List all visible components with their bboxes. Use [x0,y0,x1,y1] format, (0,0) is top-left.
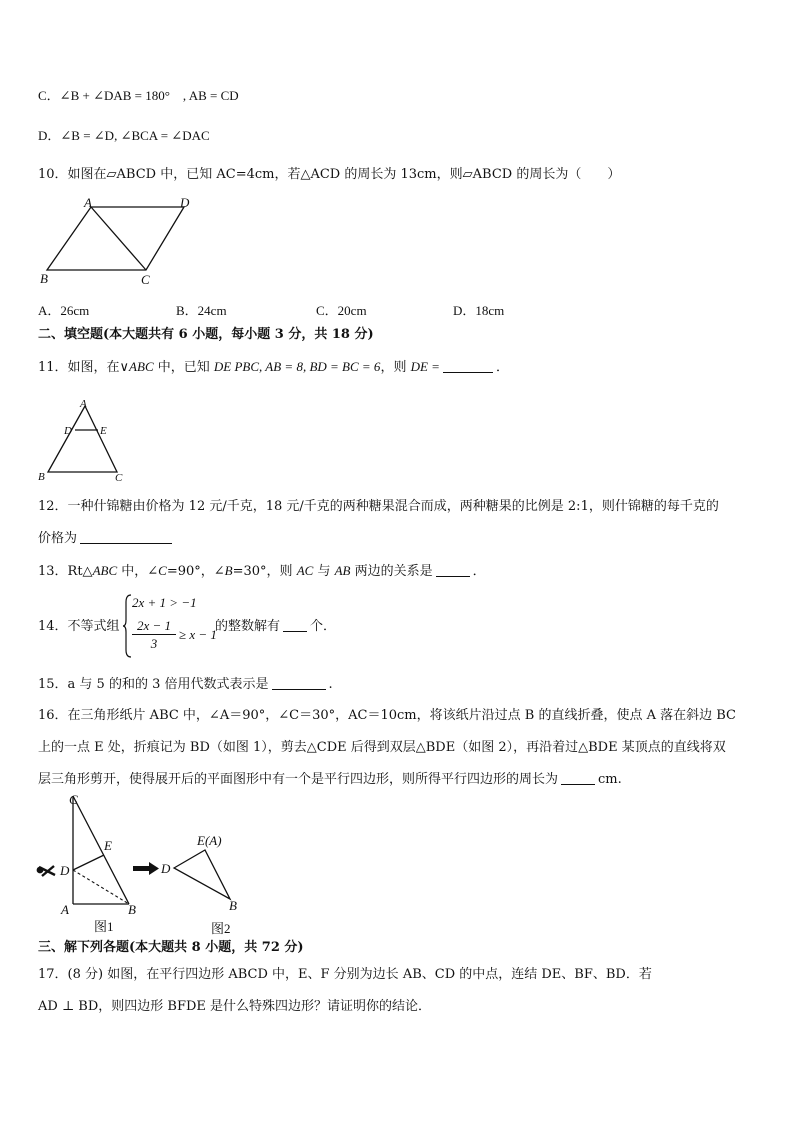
q16-fig1-label-e: E [104,838,112,853]
q14-suffix: 的整数解有 个． [215,619,337,634]
q16-figure-2 [160,833,237,936]
q13-answer-blank [436,562,470,577]
q16-figure-1 [38,792,136,934]
scissors-icon [38,866,55,876]
q16-fig2-label-d: D [161,861,171,876]
q16-fig1-label-b: B [128,902,136,917]
q14-inequality-1: 2x + 1 > −1 [132,595,197,610]
q10-text: 10．如图在▱ABCD 中，已知 AC=4cm，若△ACD 的周长为 13cm，则▱ABCD 的周长为（ ） [38,167,621,182]
q16-fig1-label-c: C [69,792,78,807]
q11-label-c: C [115,472,123,484]
q16-line3: 层三角形剪开，使得展开后的平面图形中有一个是平行四边形，则所得平行四边形的周长为 cm. [38,772,622,787]
q10-option-a: A．26cm [38,303,90,318]
q10-option-d: D．18cm [453,303,505,318]
q12-line2: 价格为 [38,529,175,549]
q11-label-d: D [64,425,72,437]
q16-line2: 上的一点 E 处，折痕记为 BD（如图 1），剪去△CDE 后得到双层△BDE（如图 2），再沿着过△BDE 某顶点的直线将双 [38,740,726,755]
q9-option-d: D．∠B = ∠D, ∠BCA = ∠DAC [38,128,210,143]
q13-text: 13．Rt△ABC 中，∠C=90°，∠B=30°，则 AC 与 AB 两边的关系是 ． [38,563,486,579]
q16-fig2-caption: 图2 [211,921,231,936]
section3-heading: 三、解下列各题(本大题共 8 小题，共 72 分) [38,940,304,955]
q12-answer-blank [80,529,172,544]
q10-label-c: C [141,272,150,287]
q10-label-d: D [180,195,190,210]
q11-answer-blank [443,358,493,373]
q16-fig2-label-ea: E(A) [197,833,222,848]
q15-answer-blank [272,675,326,690]
q17-line2: AD ⊥ BD，则四边形 BFDE 是什么特殊四边形？请证明你的结论． [38,999,432,1014]
q11-text: 11．如图，在∨ABC 中，已知 DE PBC, AB = 8, BD = BC = 6，则 DE = ． [38,359,509,375]
q12-line1: 12．一种什锦糖由价格为 12 元/千克，18 元/千克的两种糖果混合而成，两种糖果的比例是 2:1，则什锦糖的每千克的 [38,499,719,514]
q16-figures [30,788,260,938]
q16-answer-blank [561,770,595,785]
q9-option-c: C．∠B + ∠DAB = 180° , AB = CD [38,88,239,103]
q16-fig2-label-b: B [229,898,237,913]
q17-line1: 17．(8 分) 如图，在平行四边形 ABCD 中，E、F 分别为边长 AB、CD 的中点，连结 DE、BF、BD．若 [38,967,652,982]
q11-label-a: A [80,398,87,410]
right-arrow-icon [133,862,159,875]
section2-heading: 二、填空题(本大题共有 6 小题，每小题 3 分，共 18 分) [38,327,374,342]
q14-answer-blank [283,617,307,632]
q10-parallelogram-figure [34,193,204,288]
q14-inequality-2-rest: ≥ x − 1 [179,627,217,642]
q16-fig1-label-a: A [61,902,69,917]
q15-text: 15．a 与 5 的和的 3 倍用代数式表示是 . [38,677,333,692]
q16-fig1-label-d: D [60,863,70,878]
q10-label-a: A [84,195,92,210]
q14-prefix: 14．不等式组 [38,619,120,634]
q11-label-b: B [38,471,45,483]
q10-label-b: B [40,271,48,286]
q10-option-c: C．20cm [316,303,367,318]
q10-option-b: B．24cm [176,303,227,318]
q11-label-e: E [100,425,107,437]
q16-line1: 16．在三角形纸片 ABC 中，∠A＝90°，∠C＝30°，AC＝10cm，将该纸片沿过点 B 的直线折叠，使点 A 落在斜边 BC [38,708,736,723]
q11-triangle-figure [34,394,134,484]
q16-fig1-caption: 图1 [94,919,114,934]
q14-fraction: $\frac{2x - 1}{3}$ [132,619,176,651]
